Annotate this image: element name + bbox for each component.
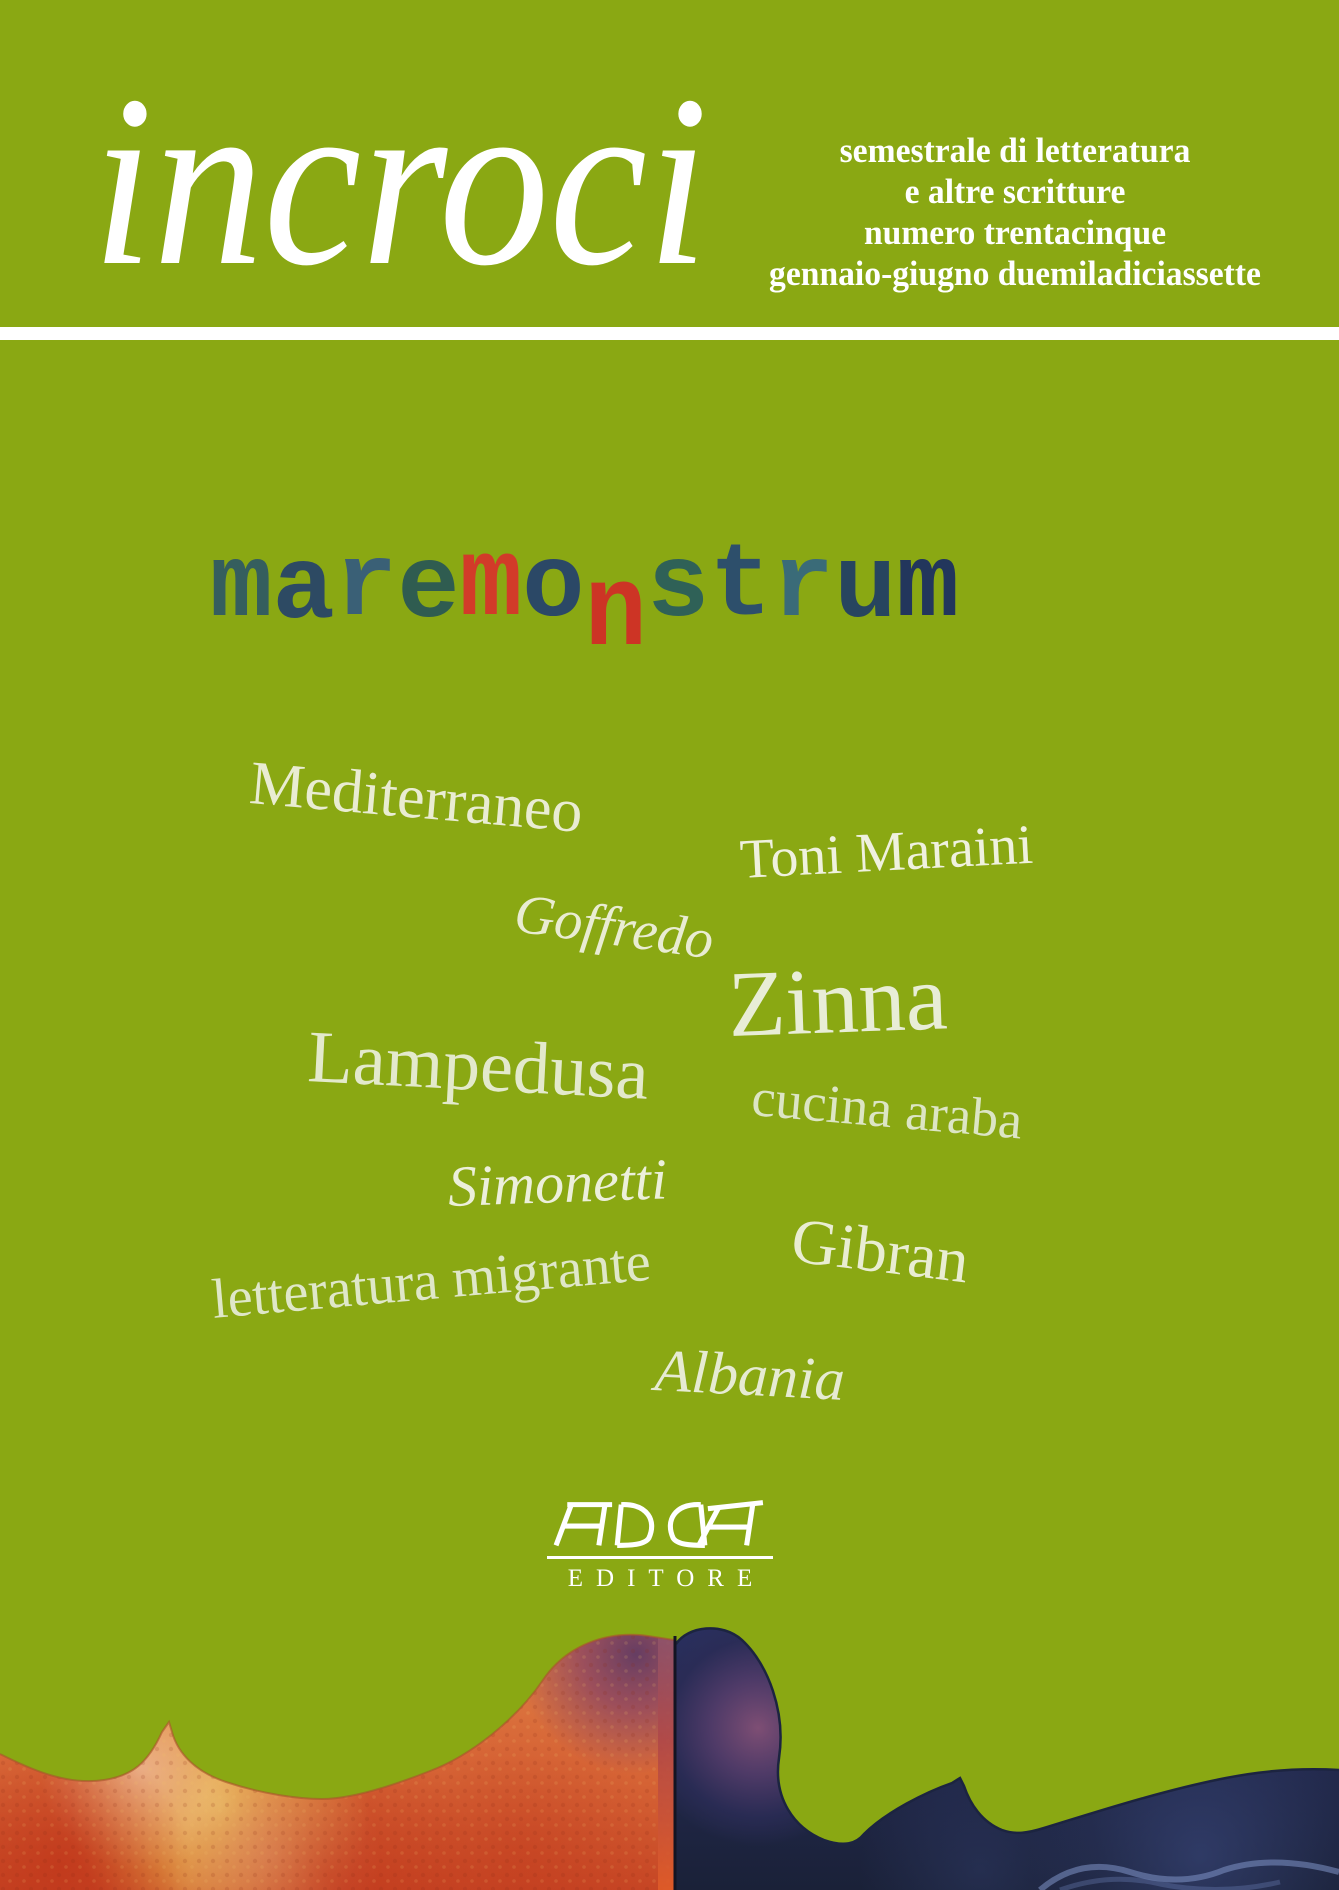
headline-letter: s	[646, 529, 710, 647]
headline-letter: e	[397, 530, 460, 648]
topic-word-letteratura-migrante: letteratura migrante	[209, 1230, 654, 1331]
headline-letter: o	[522, 529, 585, 647]
painting-left-panel	[0, 1620, 756, 1890]
headline-letter: r	[771, 529, 835, 647]
adda-logo-icon	[553, 1498, 767, 1550]
painting-seam-line	[674, 1636, 677, 1890]
painting-right-panel	[640, 1620, 1339, 1890]
headline-letter: m	[459, 521, 523, 649]
topic-word-gibran: Gibran	[787, 1204, 973, 1297]
publisher-editore-label: EDITORE	[567, 1565, 766, 1592]
subtitle-line-3: numero trentacinque	[863, 213, 1167, 252]
topic-word-zinna: Zinna	[726, 945, 949, 1057]
magazine-title: incroci	[92, 45, 709, 316]
subtitle-line-4: gennaio-giugno duemiladiciassette	[769, 254, 1261, 293]
topic-word-lampedusa: Lampedusa	[305, 1016, 651, 1116]
headline-letter: m	[896, 529, 960, 647]
topic-word-albania: Albania	[653, 1337, 847, 1413]
headline-letter: a	[272, 531, 335, 649]
headline-letter: m	[210, 529, 273, 647]
topic-word-simonetti: Simonetti	[446, 1146, 669, 1219]
topic-word-toni-maraini: Toni Maraini	[738, 813, 1035, 891]
topic-word-mediterraneo: Mediterraneo	[247, 749, 586, 846]
headline-letter: n	[584, 547, 647, 681]
headline-letter: r	[334, 528, 398, 646]
divider-rule	[0, 327, 1339, 340]
sea-painting-artwork	[0, 1620, 1339, 1890]
headline-letter: u	[834, 530, 897, 648]
subtitle-line-1: semestrale di letteratura	[839, 131, 1191, 170]
headline-mare-monstrum	[210, 521, 960, 696]
subtitle-line-2: e altre scritture	[904, 172, 1126, 211]
topic-word-goffredo: Goffredo	[510, 882, 718, 972]
publisher-rule	[547, 1556, 773, 1559]
subtitle-block	[713, 130, 1318, 294]
publisher-block	[540, 1498, 780, 1593]
headline-letter: t	[709, 528, 772, 646]
topic-word-cucina-araba: cucina araba	[749, 1067, 1025, 1151]
